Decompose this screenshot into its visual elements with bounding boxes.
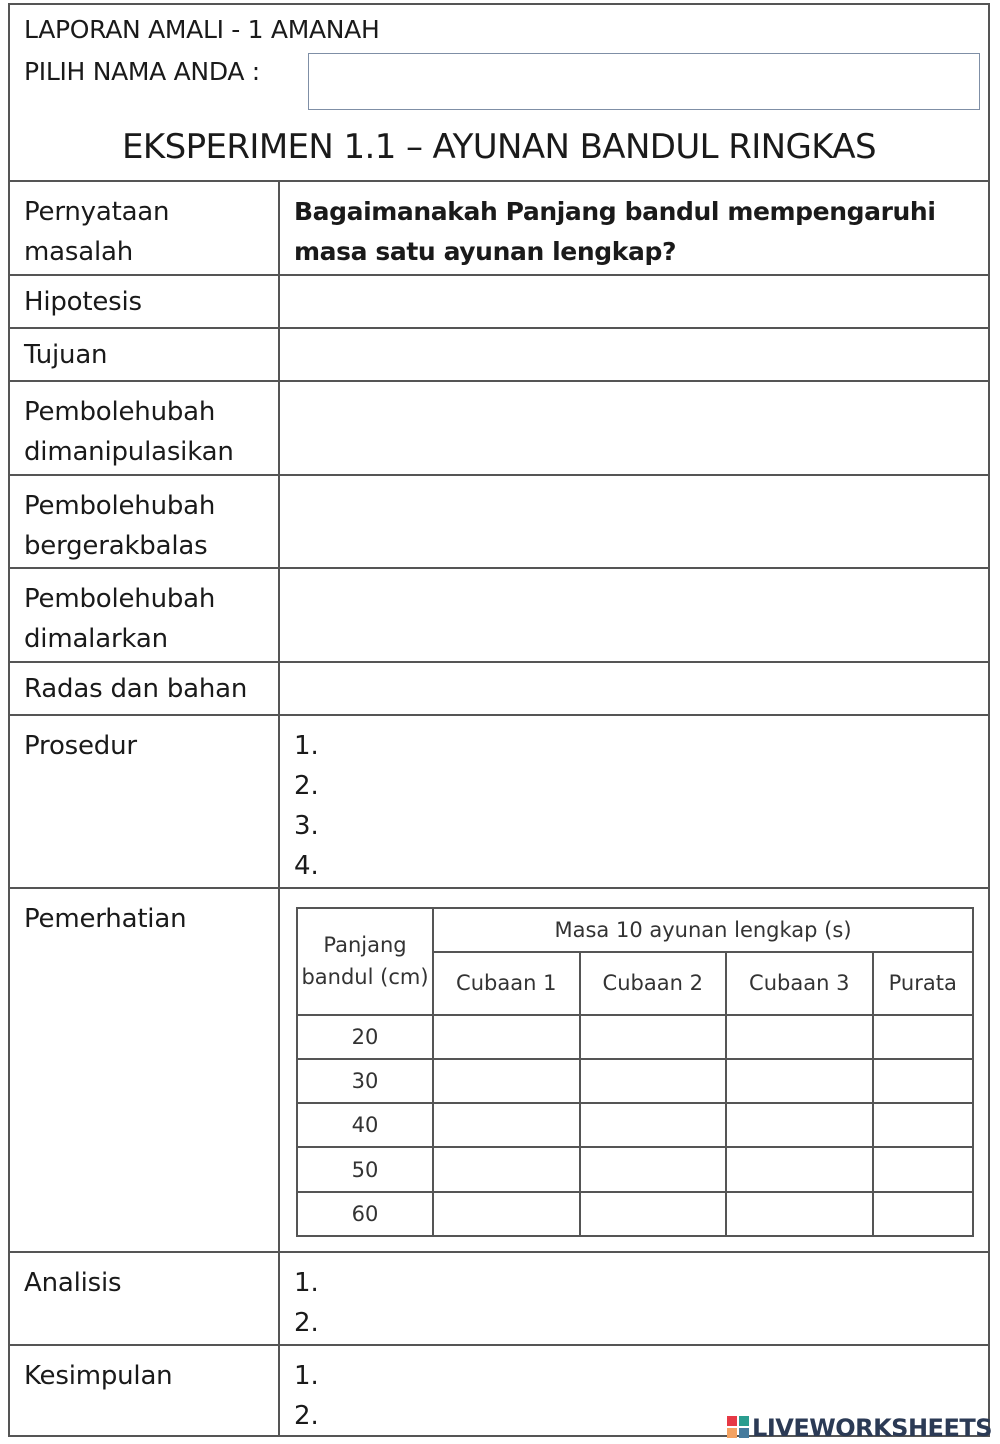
choose-name-label: PILIH NAMA ANDA : (24, 57, 260, 86)
table-cell-input[interactable] (580, 1147, 727, 1191)
table-cell-input[interactable] (873, 1147, 974, 1191)
row-pemerhatian (10, 889, 988, 1253)
row-label: Radas dan bahan (24, 674, 248, 704)
name-select-input[interactable] (308, 53, 980, 110)
liveworksheets-logo-icon (727, 1416, 749, 1438)
pemerhatian-cell (278, 889, 988, 1251)
dimanipulasikan-input[interactable] (278, 382, 988, 474)
radas-input[interactable] (278, 663, 988, 714)
header-cubaan-1: Cubaan 1 (433, 952, 580, 1014)
table-cell-input[interactable] (433, 1059, 580, 1103)
row-label: Kesimpulan (24, 1361, 173, 1391)
prosedur-list[interactable] (278, 716, 988, 887)
hipotesis-input[interactable] (278, 276, 988, 327)
table-cell-input[interactable] (873, 1103, 974, 1147)
list-item: 2. (294, 1401, 319, 1431)
row-radas-dan-bahan (10, 663, 988, 716)
table-row (297, 1147, 973, 1191)
list-item: 1. (294, 731, 319, 761)
length-value: 50 (297, 1147, 433, 1191)
list-item: 1. (294, 1268, 319, 1298)
problem-statement-text: Bagaimanakah Panjang bandul mempengaruhi masa satu ayunan lengkap? (278, 182, 988, 274)
table-row (297, 1103, 973, 1147)
table-cell-input[interactable] (726, 1059, 873, 1103)
header-panjang-bandul: Panjang bandul (cm) (297, 908, 433, 1015)
table-cell-input[interactable] (433, 1147, 580, 1191)
analisis-list[interactable] (278, 1253, 988, 1344)
row-label: Prosedur (24, 731, 137, 761)
watermark-text: LIVEWORKSHEETS (752, 1414, 992, 1442)
header-masa-ayunan: Masa 10 ayunan lengkap (s) (433, 908, 973, 952)
length-value: 40 (297, 1103, 433, 1147)
worksheet-header (10, 5, 988, 182)
table-cell-input[interactable] (873, 1192, 974, 1236)
list-item: 2. (294, 1308, 319, 1338)
table-cell-input[interactable] (580, 1059, 727, 1103)
table-cell-input[interactable] (873, 1015, 974, 1059)
table-cell-input[interactable] (580, 1103, 727, 1147)
tujuan-input[interactable] (278, 329, 988, 380)
table-cell-input[interactable] (873, 1059, 974, 1103)
row-label: Pemerhatian (24, 904, 187, 934)
header-purata: Purata (873, 952, 974, 1014)
row-hipotesis (10, 276, 988, 329)
list-item: 3. (294, 811, 319, 841)
length-value: 30 (297, 1059, 433, 1103)
dimalarkan-input[interactable] (278, 569, 988, 661)
table-cell-input[interactable] (580, 1192, 727, 1236)
row-label: Pembolehubah bergerakbalas (24, 491, 216, 561)
worksheet (8, 3, 990, 1437)
length-value: 60 (297, 1192, 433, 1236)
row-tujuan (10, 329, 988, 382)
bergerakbalas-input[interactable] (278, 476, 988, 567)
row-label: Analisis (24, 1268, 122, 1298)
row-label: Hipotesis (24, 287, 142, 317)
row-prosedur (10, 716, 988, 889)
table-cell-input[interactable] (433, 1192, 580, 1236)
experiment-title: EKSPERIMEN 1.1 – AYUNAN BANDUL RINGKAS (122, 127, 876, 167)
row-analisis (10, 1253, 988, 1346)
row-pembolehubah-dimanipulasikan (10, 382, 988, 476)
row-label: Pembolehubah dimanipulasikan (24, 397, 234, 467)
row-label: Pernyataan masalah (24, 197, 170, 267)
observation-table (296, 907, 974, 1237)
row-pembolehubah-bergerakbalas (10, 476, 988, 569)
list-item: 4. (294, 851, 319, 881)
header-cubaan-3: Cubaan 3 (726, 952, 873, 1014)
row-label: Pembolehubah dimalarkan (24, 584, 216, 654)
table-row (297, 1059, 973, 1103)
row-label: Tujuan (24, 340, 108, 370)
table-row (297, 1015, 973, 1059)
table-cell-input[interactable] (433, 1103, 580, 1147)
table-cell-input[interactable] (726, 1103, 873, 1147)
table-cell-input[interactable] (433, 1015, 580, 1059)
table-cell-input[interactable] (726, 1147, 873, 1191)
list-item: 1. (294, 1361, 319, 1391)
list-item: 2. (294, 771, 319, 801)
table-cell-input[interactable] (726, 1015, 873, 1059)
length-value: 20 (297, 1015, 433, 1059)
header-cubaan-2: Cubaan 2 (580, 952, 727, 1014)
table-cell-input[interactable] (580, 1015, 727, 1059)
report-class-title: LAPORAN AMALI - 1 AMANAH (24, 15, 380, 44)
table-cell-input[interactable] (726, 1192, 873, 1236)
row-pembolehubah-dimalarkan (10, 569, 988, 663)
row-pernyataan-masalah (10, 182, 988, 276)
liveworksheets-watermark (727, 1414, 992, 1442)
table-row (297, 1192, 973, 1236)
